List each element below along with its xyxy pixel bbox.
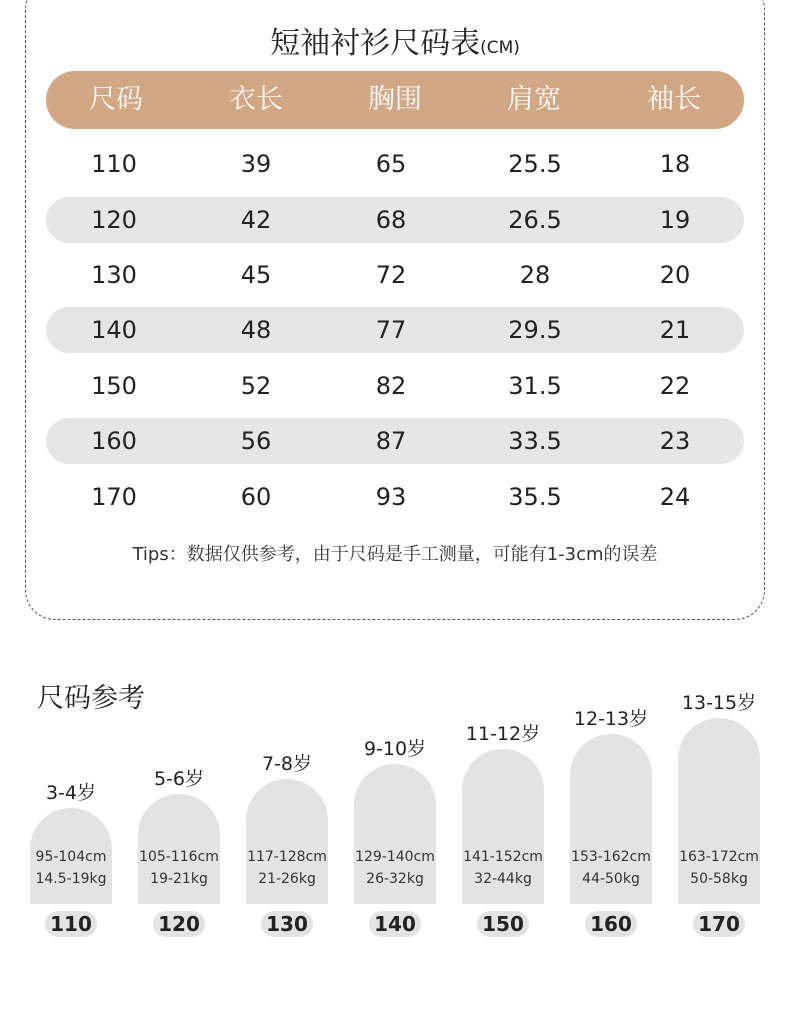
table-row [46,197,744,243]
cell-chest: 93 [375,483,407,511]
cell-length: 48 [240,316,272,344]
cell-chest: 68 [375,206,407,234]
height-range: 163-172cm [679,849,759,865]
cell-size: 120 [91,206,137,234]
table-row [46,418,744,464]
size-pill: 160 [585,911,637,937]
age-label: 9-10岁 [363,738,427,760]
measurements [452,846,554,890]
height-range: 141-152cm [463,849,543,865]
header-size: 尺码 [89,84,143,115]
age-label: 12-13岁 [573,708,649,730]
table-row [46,363,744,409]
cell-size: 170 [91,483,137,511]
cell-sleeve: 23 [659,427,691,455]
age-label: 3-4岁 [45,782,97,804]
tips-note: Tips：数据仅供参考，由于尺码是手工测量，可能有1-3cm的误差 [132,544,658,565]
cell-length: 52 [240,372,272,400]
cell-shoulder: 25.5 [508,150,562,178]
cell-size: 150 [91,372,137,400]
table-row [46,141,744,187]
table-title-unit: (CM) [480,38,520,58]
cell-size: 140 [91,316,137,344]
cell-sleeve: 24 [659,483,691,511]
cell-size: 130 [91,261,137,289]
height-range: 105-116cm [139,849,219,865]
weight-range: 19-21kg [150,871,208,887]
header-shoulder: 肩宽 [507,84,561,115]
age-label: 5-6岁 [153,768,205,790]
age-label: 7-8岁 [261,753,313,775]
cell-chest: 87 [375,427,407,455]
cell-sleeve: 21 [659,316,691,344]
table-row [46,474,744,520]
cell-shoulder: 33.5 [508,427,562,455]
size-pill: 130 [261,911,313,937]
cell-length: 42 [240,206,272,234]
table-title [0,18,790,62]
weight-range: 21-26kg [258,871,316,887]
measurements [344,846,446,890]
cell-sleeve: 19 [659,206,691,234]
cell-length: 60 [240,483,272,511]
weight-range: 26-32kg [366,871,424,887]
cell-length: 39 [240,150,272,178]
height-range: 117-128cm [247,849,327,865]
table-title-text: 短袖衬衫尺码表 [270,26,481,61]
header-sleeve: 袖长 [647,84,701,115]
header-chest: 胸围 [368,84,422,115]
measurements [236,846,338,890]
cell-length: 45 [240,261,272,289]
cell-shoulder: 35.5 [508,483,562,511]
cell-shoulder: 26.5 [508,206,562,234]
weight-range: 14.5-19kg [35,871,107,887]
cell-sleeve: 20 [659,261,691,289]
weight-range: 32-44kg [474,871,532,887]
weight-range: 50-58kg [690,871,748,887]
weight-range: 44-50kg [582,871,640,887]
measurements [20,846,122,890]
table-row [46,307,744,353]
cell-size: 110 [91,150,137,178]
table-header [46,71,744,129]
size-pill: 120 [153,911,205,937]
size-reference-title: 尺码参考 [37,683,145,714]
cell-sleeve: 22 [659,372,691,400]
cell-length: 56 [240,427,272,455]
size-pill: 140 [369,911,421,937]
height-range: 129-140cm [355,849,435,865]
cell-chest: 65 [375,150,407,178]
age-label: 11-12岁 [465,723,541,745]
table-row [46,252,744,298]
cell-sleeve: 18 [659,150,691,178]
cell-chest: 77 [375,316,407,344]
cell-size: 160 [91,427,137,455]
size-pill: 110 [45,911,97,937]
measurements [668,846,770,890]
cell-shoulder: 29.5 [508,316,562,344]
measurements [128,846,230,890]
age-label: 13-15岁 [681,692,757,714]
cell-chest: 82 [375,372,407,400]
cell-chest: 72 [375,261,407,289]
height-range: 95-104cm [35,849,107,865]
height-range: 153-162cm [571,849,651,865]
measurements [560,846,662,890]
size-pill: 150 [477,911,529,937]
cell-shoulder: 28 [519,261,551,289]
header-length: 衣长 [229,84,283,115]
size-pill: 170 [693,911,745,937]
cell-shoulder: 31.5 [508,372,562,400]
